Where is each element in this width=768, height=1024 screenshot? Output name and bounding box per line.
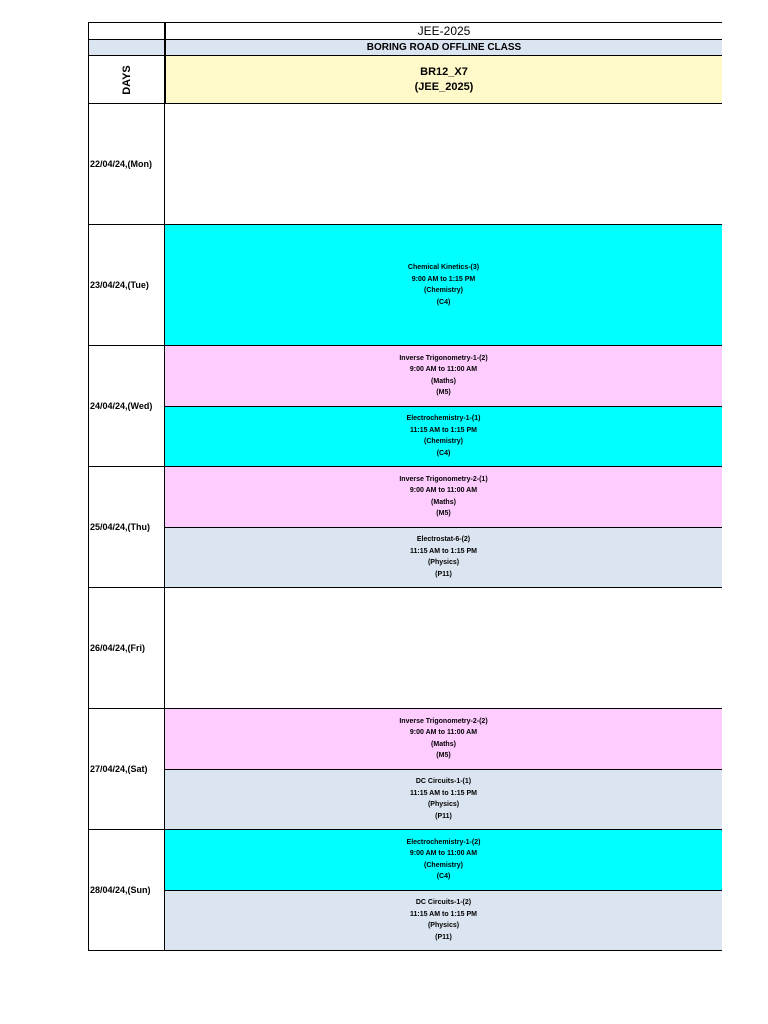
slot-code: (C4) (436, 873, 451, 881)
day-slots (165, 104, 722, 225)
slot-topic: DC Circuits-1-(2) (415, 899, 472, 907)
slot-time: 9:00 AM to 1:15 PM (411, 275, 476, 283)
day-rows (88, 104, 722, 951)
days-header-cell (88, 55, 165, 104)
day-date: 24/04/24,(Wed) (88, 346, 165, 467)
day-date: 22/04/24,(Mon) (88, 104, 165, 225)
day-date: 26/04/24,(Fri) (88, 588, 165, 709)
slot-subject: (Maths) (431, 498, 456, 506)
batch-exam: (JEE_2025) (414, 80, 474, 93)
day-slots (165, 588, 722, 709)
day-date: 28/04/24,(Sun) (88, 830, 165, 951)
slot-time: 11:15 AM to 1:15 PM (409, 910, 478, 918)
class-slot (165, 709, 722, 770)
slot-code: (M5) (436, 510, 451, 518)
day-row (88, 467, 722, 588)
day-date: 25/04/24,(Thu) (88, 467, 165, 588)
slot-subject: (Chemistry) (424, 287, 463, 294)
slot-subject: (Physics) (427, 922, 460, 930)
header-blank-cell (88, 39, 165, 55)
header-row-centre (88, 39, 722, 55)
slot-time: 11:15 AM to 1:15 PM (409, 789, 478, 797)
class-slot (165, 467, 722, 528)
class-slot (165, 225, 722, 346)
slot-topic: Inverse Trigonometry-2-(1) (399, 475, 488, 483)
timetable (88, 22, 722, 951)
class-slot (165, 346, 722, 407)
slot-topic: Electrostat-6-(2) (416, 536, 471, 544)
slot-code: (P11) (435, 570, 452, 578)
slot-subject: (Chemistry) (424, 861, 463, 869)
day-row (88, 346, 722, 467)
header-row-exam (88, 22, 722, 39)
empty-slot (165, 588, 722, 709)
day-row (88, 104, 722, 225)
class-slot (165, 528, 722, 589)
batch-header-cell (165, 55, 722, 104)
empty-slot (165, 104, 722, 225)
slot-subject: (Maths) (431, 377, 456, 385)
slot-code: (M5) (436, 752, 451, 760)
slot-topic: Electrochemistry-1-(2) (406, 838, 481, 846)
slot-subject: (Physics) (427, 559, 460, 567)
class-slot (165, 830, 722, 891)
slot-time: 9:00 AM to 11:00 AM (409, 366, 478, 374)
exam-title: JEE-2025 (165, 22, 722, 39)
day-row (88, 588, 722, 709)
slot-code: (C4) (436, 298, 451, 306)
centre-title: BORING ROAD OFFLINE CLASS (165, 39, 722, 55)
day-date: 23/04/24,(Tue) (88, 225, 165, 346)
slot-code: (M5) (436, 389, 451, 397)
day-row (88, 709, 722, 830)
slot-topic: Inverse Trigonometry-2-(2) (399, 717, 488, 725)
slot-time: 9:00 AM to 11:00 AM (409, 487, 478, 495)
batch-code: BR12_X7 (420, 65, 468, 78)
slot-code: (P11) (435, 933, 452, 941)
slot-topic: Electrochemistry-1-(1) (406, 415, 481, 423)
slot-time: 11:15 AM to 1:15 PM (409, 547, 478, 555)
day-slots (165, 467, 722, 588)
day-row (88, 225, 722, 346)
slot-subject: (Physics) (427, 801, 460, 809)
day-slots (165, 225, 722, 346)
day-slots (165, 346, 722, 467)
day-date: 27/04/24,(Sat) (88, 709, 165, 830)
slot-subject: (Maths) (431, 740, 456, 748)
slot-code: (C4) (436, 449, 451, 457)
slot-topic: Chemical Kinetics-(3) (407, 264, 480, 271)
slot-time: 9:00 AM to 11:00 AM (409, 729, 478, 737)
day-slots (165, 709, 722, 830)
class-slot (165, 770, 722, 831)
slot-topic: DC Circuits-1-(1) (415, 778, 472, 786)
slot-subject: (Chemistry) (424, 438, 463, 446)
day-row (88, 830, 722, 951)
slot-time: 9:00 AM to 11:00 AM (409, 850, 478, 858)
days-label: DAYS (120, 64, 133, 95)
slot-topic: Inverse Trigonometry-1-(2) (399, 354, 488, 362)
slot-time: 11:15 AM to 1:15 PM (409, 426, 478, 434)
header-row-batch (88, 55, 722, 104)
class-slot (165, 891, 722, 952)
header-blank-cell (88, 22, 165, 39)
slot-code: (P11) (435, 812, 452, 820)
class-slot (165, 407, 722, 468)
day-slots (165, 830, 722, 951)
